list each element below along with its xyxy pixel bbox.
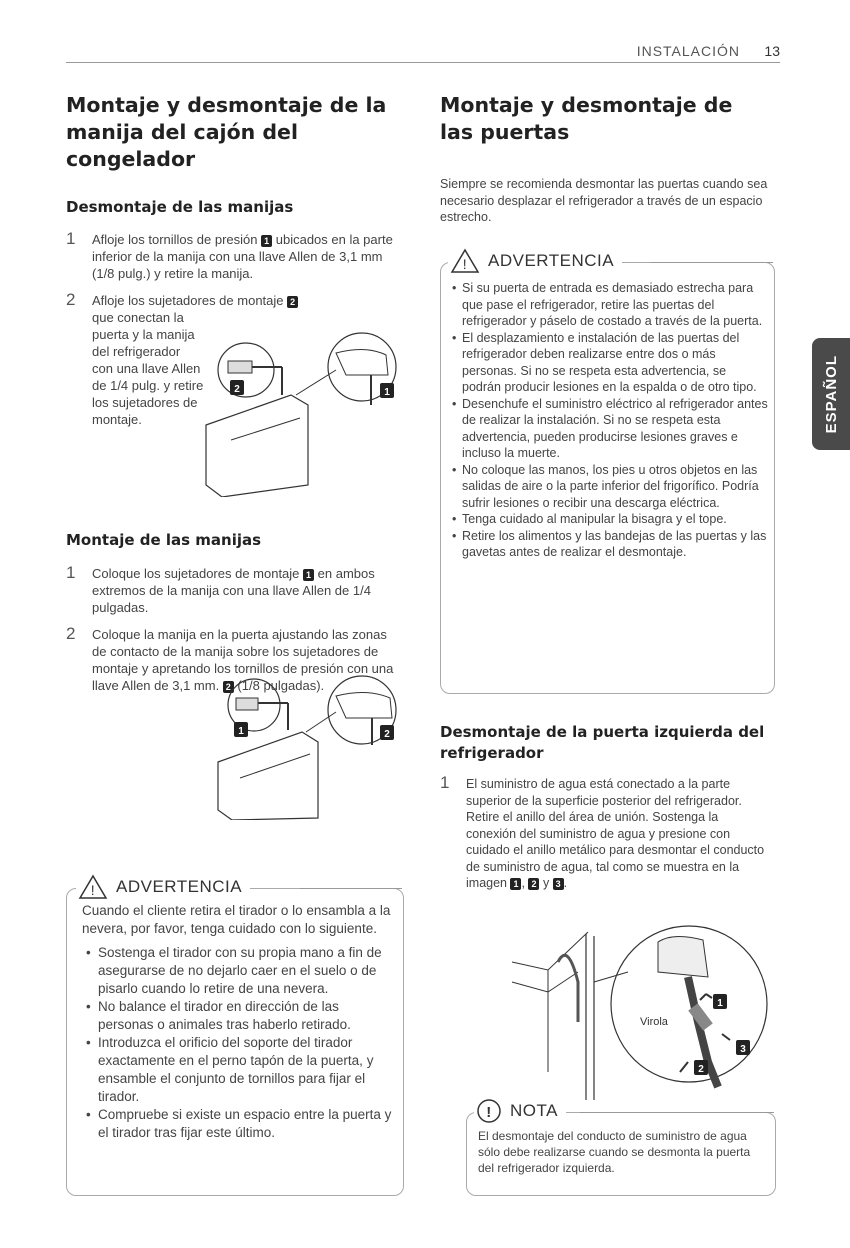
- right-warning-content: [452, 280, 768, 561]
- illus-marker-1: 1: [717, 998, 723, 1009]
- left-door-section: [440, 722, 770, 892]
- svg-text:!: !: [90, 882, 96, 898]
- right-intro: Siempre se recomienda desmontar las puertas cuando sea necesario desplazar el refrigerador a través de un espacio estrecho.: [440, 177, 768, 224]
- right-column: [440, 92, 770, 226]
- list-item: • Retire los alimentos y las bandejas de las puertas y las gavetas antes de realizar el desmontaje.: [452, 528, 768, 561]
- desmontaje-heading: Desmontaje de las manijas: [66, 198, 294, 216]
- handle-mounting-illustration: [212, 670, 407, 820]
- handle-removal-illustration: [196, 325, 406, 497]
- section-title: INSTALACIÓN: [636, 43, 740, 59]
- desmontaje-step-1: 1 Afloje los tornillos de presión 1 ubicados en la parte inferior de la manija con una llave Allen de 3,1 mm (1/8 pulg.) y retire la manija.: [66, 229, 393, 281]
- montaje-step-1: 1 Coloque los sujetadores de montaje 1 en ambos extremos de la manija con una llave Allen de 1/4 pulgadas.: [66, 563, 375, 615]
- nota-text: El desmontaje del conducto de suministro de agua sólo debe realizarse cuando se desmonta la puerta del refrigerador izquierda.: [478, 1129, 751, 1175]
- list-item: • Sostenga el tirador con su propia mano a fin de asegurarse de no dejarlo caer en el suelo o de pisarlo cuando lo retire de una nevera.: [86, 944, 392, 998]
- illus-marker-1: 1: [384, 387, 390, 398]
- language-tab: ESPAÑOL: [812, 338, 850, 450]
- left-warning-content: [82, 902, 392, 1142]
- virola-label: Virola: [640, 1016, 668, 1028]
- illus-marker-2: 2: [234, 384, 240, 395]
- left-door-heading: Desmontaje de la puerta izquierda del refrigerador: [440, 723, 765, 762]
- warning-icon: [450, 248, 480, 274]
- illus-marker-3: 3: [740, 1044, 746, 1055]
- list-item: • Introduzca el orificio del soporte del tirador exactamente en el perno tapón de la puerta, y ensamble el conjunto de tornillos para fijar el tirador.: [86, 1034, 392, 1106]
- right-title: Montaje y desmontaje de las puertas: [440, 93, 733, 144]
- marker-2: 2: [528, 878, 539, 890]
- nota-title: ! NOTA: [474, 1098, 566, 1124]
- left-title: Montaje y desmontaje de la manija del cajón del congelador: [66, 93, 387, 171]
- list-item: • No coloque las manos, los pies u otros objetos en las salidas de aire o la parte inferior del frigorífico. Podría sufrir lesiones o recibir una descarga eléctrica.: [452, 462, 768, 512]
- left-warning-title: ! ADVERTENCIA: [76, 874, 250, 900]
- water-line-illustration: [508, 922, 770, 1100]
- illus-marker-2: 2: [698, 1064, 704, 1075]
- page-number: 13: [764, 43, 780, 59]
- marker-1: 1: [303, 569, 314, 581]
- warning-icon: [78, 874, 108, 900]
- left-door-step-1: 1 El suministro de agua está conectado a la parte superior de la superficie posterior del refrigerador. Retire el anillo del área de unión. Sostenga la conexión del suministro de agua y presione con cuidado el anillo metálico para desmontar el conducto de suministro de agua, tal como se muestra en la imagen 1 , 2 y 3 .: [440, 773, 765, 890]
- marker-1: 1: [261, 235, 272, 247]
- illus-marker-1: 1: [238, 726, 244, 737]
- page-header: [66, 40, 780, 63]
- list-item: • Desenchufe el suministro eléctrico al refrigerador antes de realizar la instalación. Si no se respeta esta advertencia, pueden producirse lesiones graves e incluso la muerte.: [452, 396, 768, 462]
- note-icon: [476, 1098, 502, 1124]
- list-item: • Si su puerta de entrada es demasiado estrecha para que pase el refrigerador, retire las puertas del refrigerador y páselo de costado a través de la puerta.: [452, 280, 768, 330]
- list-item: • Tenga cuidado al manipular la bisagra y el tope.: [452, 511, 768, 528]
- svg-text:!: !: [486, 1104, 492, 1121]
- list-item: • El desplazamiento e instalación de las puertas del refrigerador deben realizarse entre dos o más personas. Si no se respeta esta advertencia, se podrán producir lesiones en la espalda o de otro tipo.: [452, 330, 768, 396]
- left-warning-list: [82, 944, 392, 1142]
- marker-2: 2: [287, 296, 298, 308]
- right-warning-list: [452, 280, 768, 561]
- montaje-step-2: 2 Coloque la manija en la puerta ajustando las zonas de contacto de la manija sobre los sujetadores de montaje y apretando los tornillos de presión con una llave Allen de 3,1 mm. 2 (1/8 pulgadas).: [66, 624, 394, 693]
- marker-1: 1: [510, 878, 521, 890]
- right-warning-title: ! ADVERTENCIA: [448, 248, 622, 274]
- montaje-heading: Montaje de las manijas: [66, 531, 262, 549]
- list-item: • No balance el tirador en dirección de las personas o animales tras haberlo retirado.: [86, 998, 392, 1034]
- illus-marker-2: 2: [384, 729, 390, 740]
- marker-3: 3: [553, 878, 564, 890]
- svg-text:!: !: [462, 256, 468, 272]
- list-item: • Compruebe si existe un espacio entre la puerta y el tirador tras fijar este último.: [86, 1106, 392, 1142]
- desmontaje-step-2: 2 Afloje los sujetadores de montaje 2 que conectan la puerta y la manija del refrigerador con una llave Allen de 1/4 pulg. y retire los sujetadores de montaje.: [66, 292, 402, 428]
- left-warning-intro: Cuando el cliente retira el tirador o lo ensambla a la nevera, por favor, tenga cuidado con lo siguiente.: [82, 903, 391, 936]
- marker-2: 2: [223, 681, 234, 693]
